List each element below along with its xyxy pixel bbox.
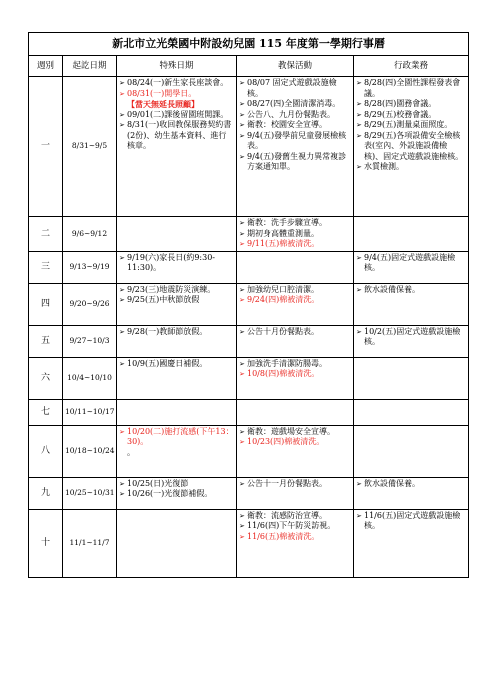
week-cell: 一 [29, 77, 63, 217]
table-row [29, 251, 469, 283]
care-item: ➢ 08/07 固定式遊戲設施檢核。 [239, 78, 351, 99]
special-item: ➢ 9/28(一)教師節放假。 [119, 327, 234, 338]
care-item: ➢ 加強洗手清潔防腸毒。 [239, 359, 351, 370]
special-item: 【當天無延長照顧】 [127, 99, 199, 109]
week-cell: 四 [29, 283, 63, 325]
admin-item: ➢ 8/28(四)全園性課程發表會議。 [356, 78, 466, 99]
week-cell: 九 [29, 477, 63, 509]
care-cell [237, 357, 354, 399]
admin-cell [354, 77, 469, 217]
header-care: 教保活動 [237, 56, 354, 77]
week-cell: 八 [29, 425, 63, 477]
header-dates: 起訖日期 [63, 56, 117, 77]
date-range-cell: 9/27~10/3 [63, 325, 117, 357]
care-item: ➢ 公告十一月份餐點表。 [239, 479, 351, 490]
admin-item: ➢ 10/2(五)固定式遊戲設施檢核。 [356, 327, 466, 348]
special-cell [117, 217, 237, 252]
special-cell [117, 399, 237, 425]
special-item: ➢ 9/19(六)家長日(約9:30-11:30)。 [119, 253, 234, 274]
week-cell: 三 [29, 251, 63, 283]
care-item: ➢ 9/24(四)棉被清洗。 [239, 295, 351, 306]
special-item: ➢ 9/23(三)地震防災演練。 [119, 285, 234, 296]
page-title: 新北市立光榮國中附設幼兒園 115 年度第一學期行事曆 [29, 33, 469, 56]
care-cell [237, 477, 354, 509]
admin-cell [354, 477, 469, 509]
care-cell [237, 251, 354, 283]
title-row [29, 33, 469, 56]
care-item: ➢ 10/8(四)棉被清洗。 [239, 369, 351, 380]
admin-item: ➢ 飲水設備保養。 [356, 285, 466, 296]
calendar-document [28, 32, 468, 578]
table-row [29, 77, 469, 217]
admin-item: ➢ 9/4(五)固定式遊戲設施檢核。 [356, 253, 466, 274]
care-item: ➢ 08/27(四)全園清潔消毒。 [239, 99, 351, 110]
special-cell [117, 357, 237, 399]
semester-calendar-table [28, 32, 469, 578]
admin-cell [354, 325, 469, 357]
care-item: ➢ 9/11(五)棉被清洗。 [239, 239, 351, 250]
special-cell [117, 425, 237, 477]
care-cell [237, 425, 354, 477]
admin-item: ➢ 11/6(五)固定式遊戲設施檢核。 [356, 511, 466, 532]
care-item: ➢ 10/23(四)棉被清洗。 [239, 437, 351, 448]
week-cell: 五 [29, 325, 63, 357]
care-item: ➢ 加強幼兒口腔清潔。 [239, 285, 351, 296]
care-cell [237, 509, 354, 577]
special-cell [117, 477, 237, 509]
special-item: ➢ 09/01(二)課後留園班開課。 [119, 110, 234, 121]
date-range-cell: 9/13~9/19 [63, 251, 117, 283]
special-cell [117, 77, 237, 217]
table-row [29, 399, 469, 425]
care-item: ➢ 公告十月份餐點表。 [239, 327, 351, 338]
date-range-cell: 10/25~10/31 [63, 477, 117, 509]
table-row [29, 357, 469, 399]
special-item: 。 [127, 447, 135, 457]
special-item: ➢ 10/25(日)光復節 [119, 479, 234, 490]
special-item: ➢ 10/20(二)施打流感(下午13：30)。 [119, 427, 234, 448]
date-range-cell: 10/11~10/17 [63, 399, 117, 425]
table-row [29, 425, 469, 477]
header-admin: 行政業務 [354, 56, 469, 77]
week-cell: 六 [29, 357, 63, 399]
special-item: ➢ 08/31(一)開學日。 [119, 89, 234, 100]
care-item: ➢ 期初身高體重測量。 [239, 229, 351, 240]
admin-item: ➢ 8/29(五)校務會議。 [356, 110, 466, 121]
date-range-cell: 9/20~9/26 [63, 283, 117, 325]
care-item: ➢ 11/6(五)棉被清洗。 [239, 532, 351, 543]
admin-cell [354, 283, 469, 325]
care-cell [237, 77, 354, 217]
care-cell [237, 399, 354, 425]
special-cell [117, 325, 237, 357]
admin-item: ➢ 8/29(五)各項設備安全檢核表(室內、外設施設備檢核)、固定式遊戲設施檢核。 [356, 131, 466, 163]
week-cell: 十 [29, 509, 63, 577]
table-row [29, 283, 469, 325]
care-cell [237, 325, 354, 357]
admin-item: ➢ 水質檢測。 [356, 162, 466, 173]
special-cell [117, 283, 237, 325]
care-item: ➢ 11/6(四)下午防災訪視。 [239, 521, 351, 532]
header-row [29, 56, 469, 77]
special-item: ➢ 10/26(一)光復節補假。 [119, 489, 234, 500]
table-row [29, 325, 469, 357]
special-item: ➢ 08/24(一)新生家長座談會。 [119, 78, 234, 89]
care-cell [237, 283, 354, 325]
table-row [29, 509, 469, 577]
care-item: ➢ 9/4(五)發舊生視力異常複診方案通知單。 [239, 152, 351, 173]
care-item: ➢ 衛教：遊戲場安全宣導。 [239, 427, 351, 438]
care-item: ➢ 公告八、九月份餐點表。 [239, 110, 351, 121]
admin-cell [354, 509, 469, 577]
admin-cell [354, 399, 469, 425]
admin-item: ➢ 8/28(四)園務會議。 [356, 99, 466, 110]
admin-cell [354, 217, 469, 252]
care-item: ➢ 衛教：洗手步驟宣導。 [239, 218, 351, 229]
special-cell [117, 509, 237, 577]
admin-cell [354, 425, 469, 477]
header-week: 週別 [29, 56, 63, 77]
special-item: ➢ 9/25(五)中秋節放假 [119, 295, 234, 306]
special-item: ➢ 10/9(五)國慶日補假。 [119, 359, 234, 370]
special-cell [117, 251, 237, 283]
week-cell: 七 [29, 399, 63, 425]
care-item: ➢ 9/4(五)發學前兒童發展檢核表。 [239, 131, 351, 152]
table-row [29, 477, 469, 509]
admin-cell [354, 357, 469, 399]
admin-item: ➢ 飲水設備保養。 [356, 479, 466, 490]
care-item: ➢ 衛教：流感防治宣導。 [239, 511, 351, 522]
date-range-cell: 11/1~11/7 [63, 509, 117, 577]
care-cell [237, 217, 354, 252]
admin-item: ➢ 8/29(五)測量桌面照度。 [356, 120, 466, 131]
special-item: ➢ 8/31(一)收回教保服務契約書(2份)、幼生基本資料、進行核章。 [119, 120, 234, 152]
table-row [29, 217, 469, 252]
care-item: ➢ 衛教：校園安全宣導。 [239, 120, 351, 131]
admin-cell [354, 251, 469, 283]
date-range-cell: 10/4~10/10 [63, 357, 117, 399]
date-range-cell: 8/31~9/5 [63, 77, 117, 217]
header-special: 特殊日期 [117, 56, 237, 77]
date-range-cell: 9/6~9/12 [63, 217, 117, 252]
date-range-cell: 10/18~10/24 [63, 425, 117, 477]
week-cell: 二 [29, 217, 63, 252]
